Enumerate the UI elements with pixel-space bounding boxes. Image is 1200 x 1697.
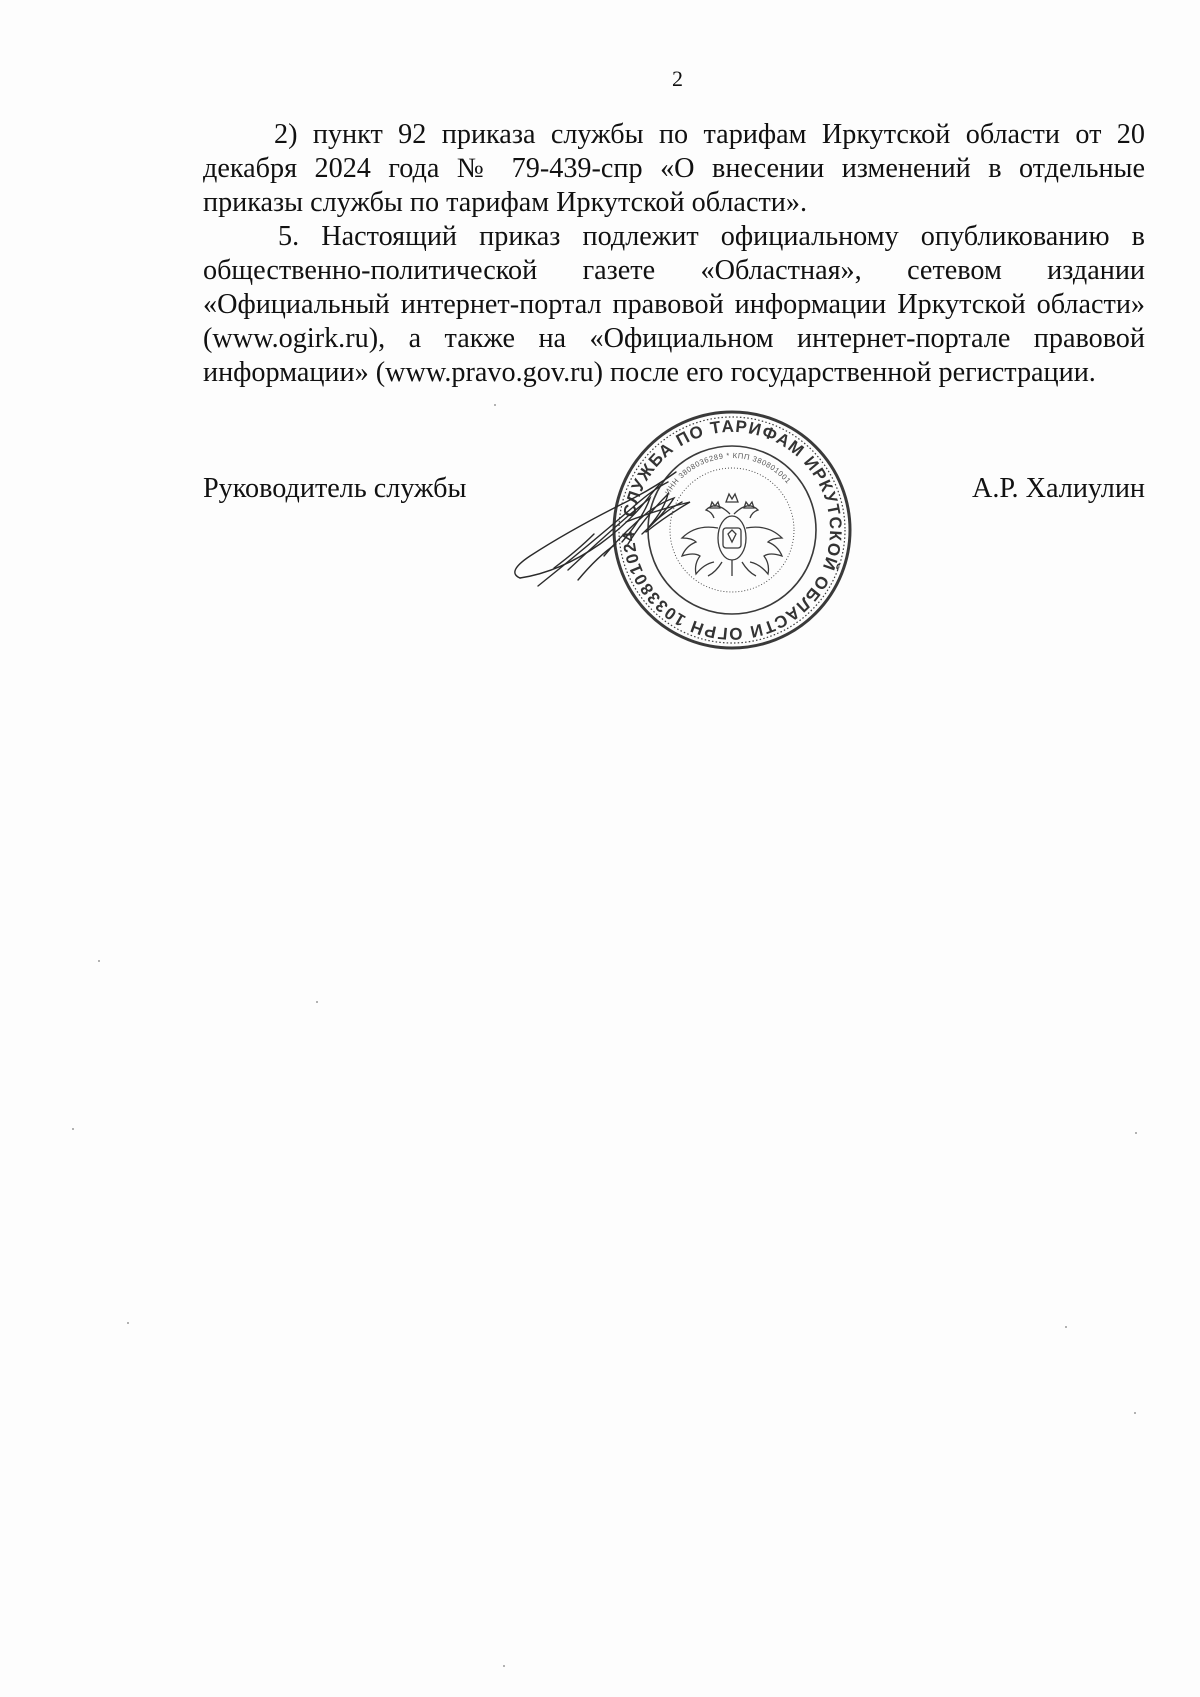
page-number: 2 [672,66,683,91]
handwritten-signature [508,460,748,600]
scan-speck [494,404,496,406]
paragraph-sub-item-2: 2) пункт 92 приказа службы по тарифам Иркутской области от 20 декабря 2024 года № 79-439-спр «О внесении изменений в отдельные приказы службы по тарифам Иркутской области». [203,119,1145,218]
scan-speck [72,1128,74,1130]
scan-speck [98,960,100,962]
seal-inner-text: ИНН 3808036289 * КПП 380801001 [662,450,793,497]
seal-outer-text: СЛУЖБА ПО ТАРИФАМ ИРКУТСКОЙ ОБЛАСТИ ОГРН 1033801024 [618,416,846,644]
signature-graphic [508,460,748,600]
scan-speck [503,1665,505,1667]
scan-speck [316,1001,318,1003]
document-body [203,118,1145,390]
scan-speck [127,1322,129,1324]
scan-speck [1135,1132,1137,1134]
signer-position-title: Руководитель службы [203,473,467,504]
paragraph-item-5: 5. Настоящий приказ подлежит официальному опубликованию в общественно-политической газете «Областная», сетевом издании «Официальный интернет-портал правовой информации Иркутской области» (www.ogirk.ru), а также на «Официальном интернет-портале правовой информации» (www.pravo.gov.ru) после его государственной регистрации. [203,221,1145,388]
scan-speck [1134,1412,1136,1414]
scan-speck [1065,1326,1067,1328]
signer-name: А.Р. Халиулин [971,473,1145,504]
